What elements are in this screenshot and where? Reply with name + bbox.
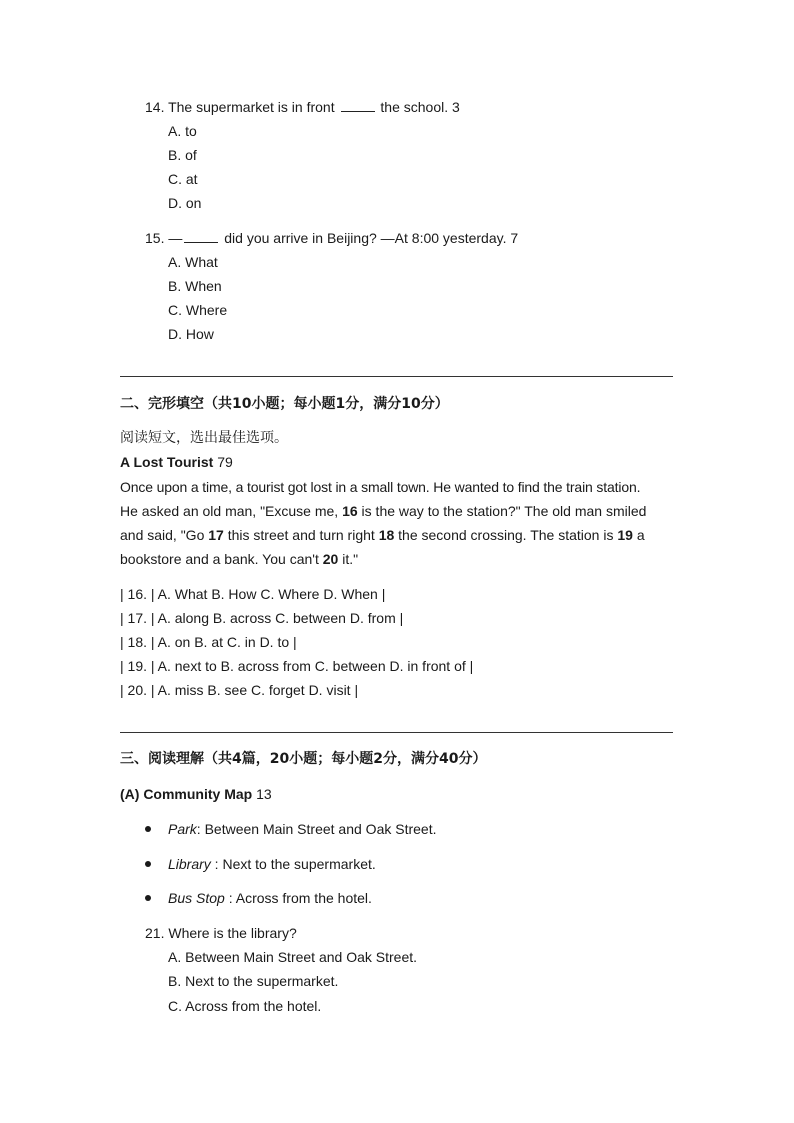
passage-text: this street and turn right bbox=[223, 527, 379, 543]
map-item-label: Park bbox=[168, 821, 197, 837]
options-row-18: | 18. | A. on B. at C. in D. to | bbox=[120, 634, 297, 650]
passage-text: it." bbox=[338, 551, 359, 567]
map-item-park bbox=[168, 820, 436, 838]
passage-title bbox=[120, 453, 233, 471]
options-row-19: | 19. | A. next to B. across from C. between D. in front of | bbox=[120, 658, 474, 674]
passage-text: He asked an old man, "Excuse me, bbox=[120, 503, 343, 519]
passage-line-4 bbox=[120, 550, 358, 568]
map-item-text: Across from the hotel. bbox=[235, 890, 372, 906]
community-map-title-number: 13 bbox=[256, 786, 272, 802]
community-map-title bbox=[120, 785, 272, 803]
option-d: D. on bbox=[168, 195, 202, 211]
map-item-text: Next to the supermarket. bbox=[222, 856, 376, 872]
question-14 bbox=[145, 98, 460, 116]
map-item-bus-stop bbox=[168, 889, 372, 907]
passage-text: a bbox=[632, 527, 645, 543]
section-2-instruction: 阅读短文，选出最佳选项。 bbox=[120, 430, 288, 446]
section-divider bbox=[120, 732, 673, 733]
option-c: C. at bbox=[168, 171, 198, 187]
option-b: B. Next to the supermarket. bbox=[168, 973, 339, 989]
blank-16: 16 bbox=[342, 503, 358, 519]
passage-line-1: Once upon a time, a tourist got lost in a small town. He wanted to find the train station. bbox=[120, 479, 641, 495]
question-15-stem-end: did you arrive in Beijing? —At 8:00 yesterday. 7 bbox=[224, 230, 519, 246]
passage-text: the second crossing. The station is bbox=[394, 527, 618, 543]
passage-line-3 bbox=[120, 526, 645, 544]
blank-20: 20 bbox=[322, 551, 339, 567]
answer-blank bbox=[184, 230, 218, 243]
option-a: A. What bbox=[168, 254, 218, 270]
question-14-stem-end: the school. 3 bbox=[380, 99, 460, 115]
passage-line-2 bbox=[120, 502, 646, 520]
map-item-separator: : bbox=[210, 856, 223, 872]
bullet-icon bbox=[145, 861, 151, 867]
community-map-title-text: (A) Community Map bbox=[120, 786, 253, 802]
blank-17: 17 bbox=[208, 527, 224, 543]
passage-title-text: A Lost Tourist bbox=[120, 454, 214, 470]
map-item-library bbox=[168, 855, 376, 873]
option-d: D. How bbox=[168, 326, 214, 342]
map-item-text: Between Main Street and Oak Street. bbox=[204, 821, 437, 837]
bullet-icon bbox=[145, 895, 151, 901]
passage-title-number: 79 bbox=[217, 454, 233, 470]
map-item-separator: : bbox=[196, 821, 205, 837]
blank-18: 18 bbox=[378, 527, 395, 543]
options-row-20: | 20. | A. miss B. see C. forget D. visit | bbox=[120, 682, 359, 698]
question-21: 21. Where is the library? bbox=[145, 925, 297, 941]
options-row-16: | 16. | A. What B. How C. Where D. When | bbox=[120, 586, 386, 602]
section-3-heading: 三、阅读理解（共4篇，20小题；每小题2分，满分40分） bbox=[120, 751, 487, 767]
passage-text: is the way to the station?" The old man smiled bbox=[357, 503, 647, 519]
passage-text: bookstore and a bank. You can't bbox=[120, 551, 323, 567]
section-2-heading: 二、完形填空（共10小题；每小题1分，满分10分） bbox=[120, 396, 449, 412]
section-divider bbox=[120, 376, 673, 377]
blank-19: 19 bbox=[617, 527, 633, 543]
answer-blank bbox=[341, 99, 375, 112]
map-item-separator: : bbox=[224, 890, 236, 906]
option-a: A. to bbox=[168, 123, 197, 139]
bullet-icon bbox=[145, 826, 151, 832]
option-b: B. of bbox=[168, 147, 197, 163]
question-14-stem: 14. The supermarket is in front bbox=[145, 99, 335, 115]
option-b: B. When bbox=[168, 278, 222, 294]
option-a: A. Between Main Street and Oak Street. bbox=[168, 949, 418, 965]
options-row-17: | 17. | A. along B. across C. between D. from | bbox=[120, 610, 404, 626]
option-c: C. Where bbox=[168, 302, 228, 318]
option-c: C. Across from the hotel. bbox=[168, 998, 322, 1014]
map-item-label: Library bbox=[168, 856, 211, 872]
question-15-stem: 15. — bbox=[145, 230, 183, 246]
passage-text: and said, "Go bbox=[120, 527, 209, 543]
question-15 bbox=[145, 229, 518, 247]
map-item-label: Bus Stop bbox=[168, 890, 225, 906]
